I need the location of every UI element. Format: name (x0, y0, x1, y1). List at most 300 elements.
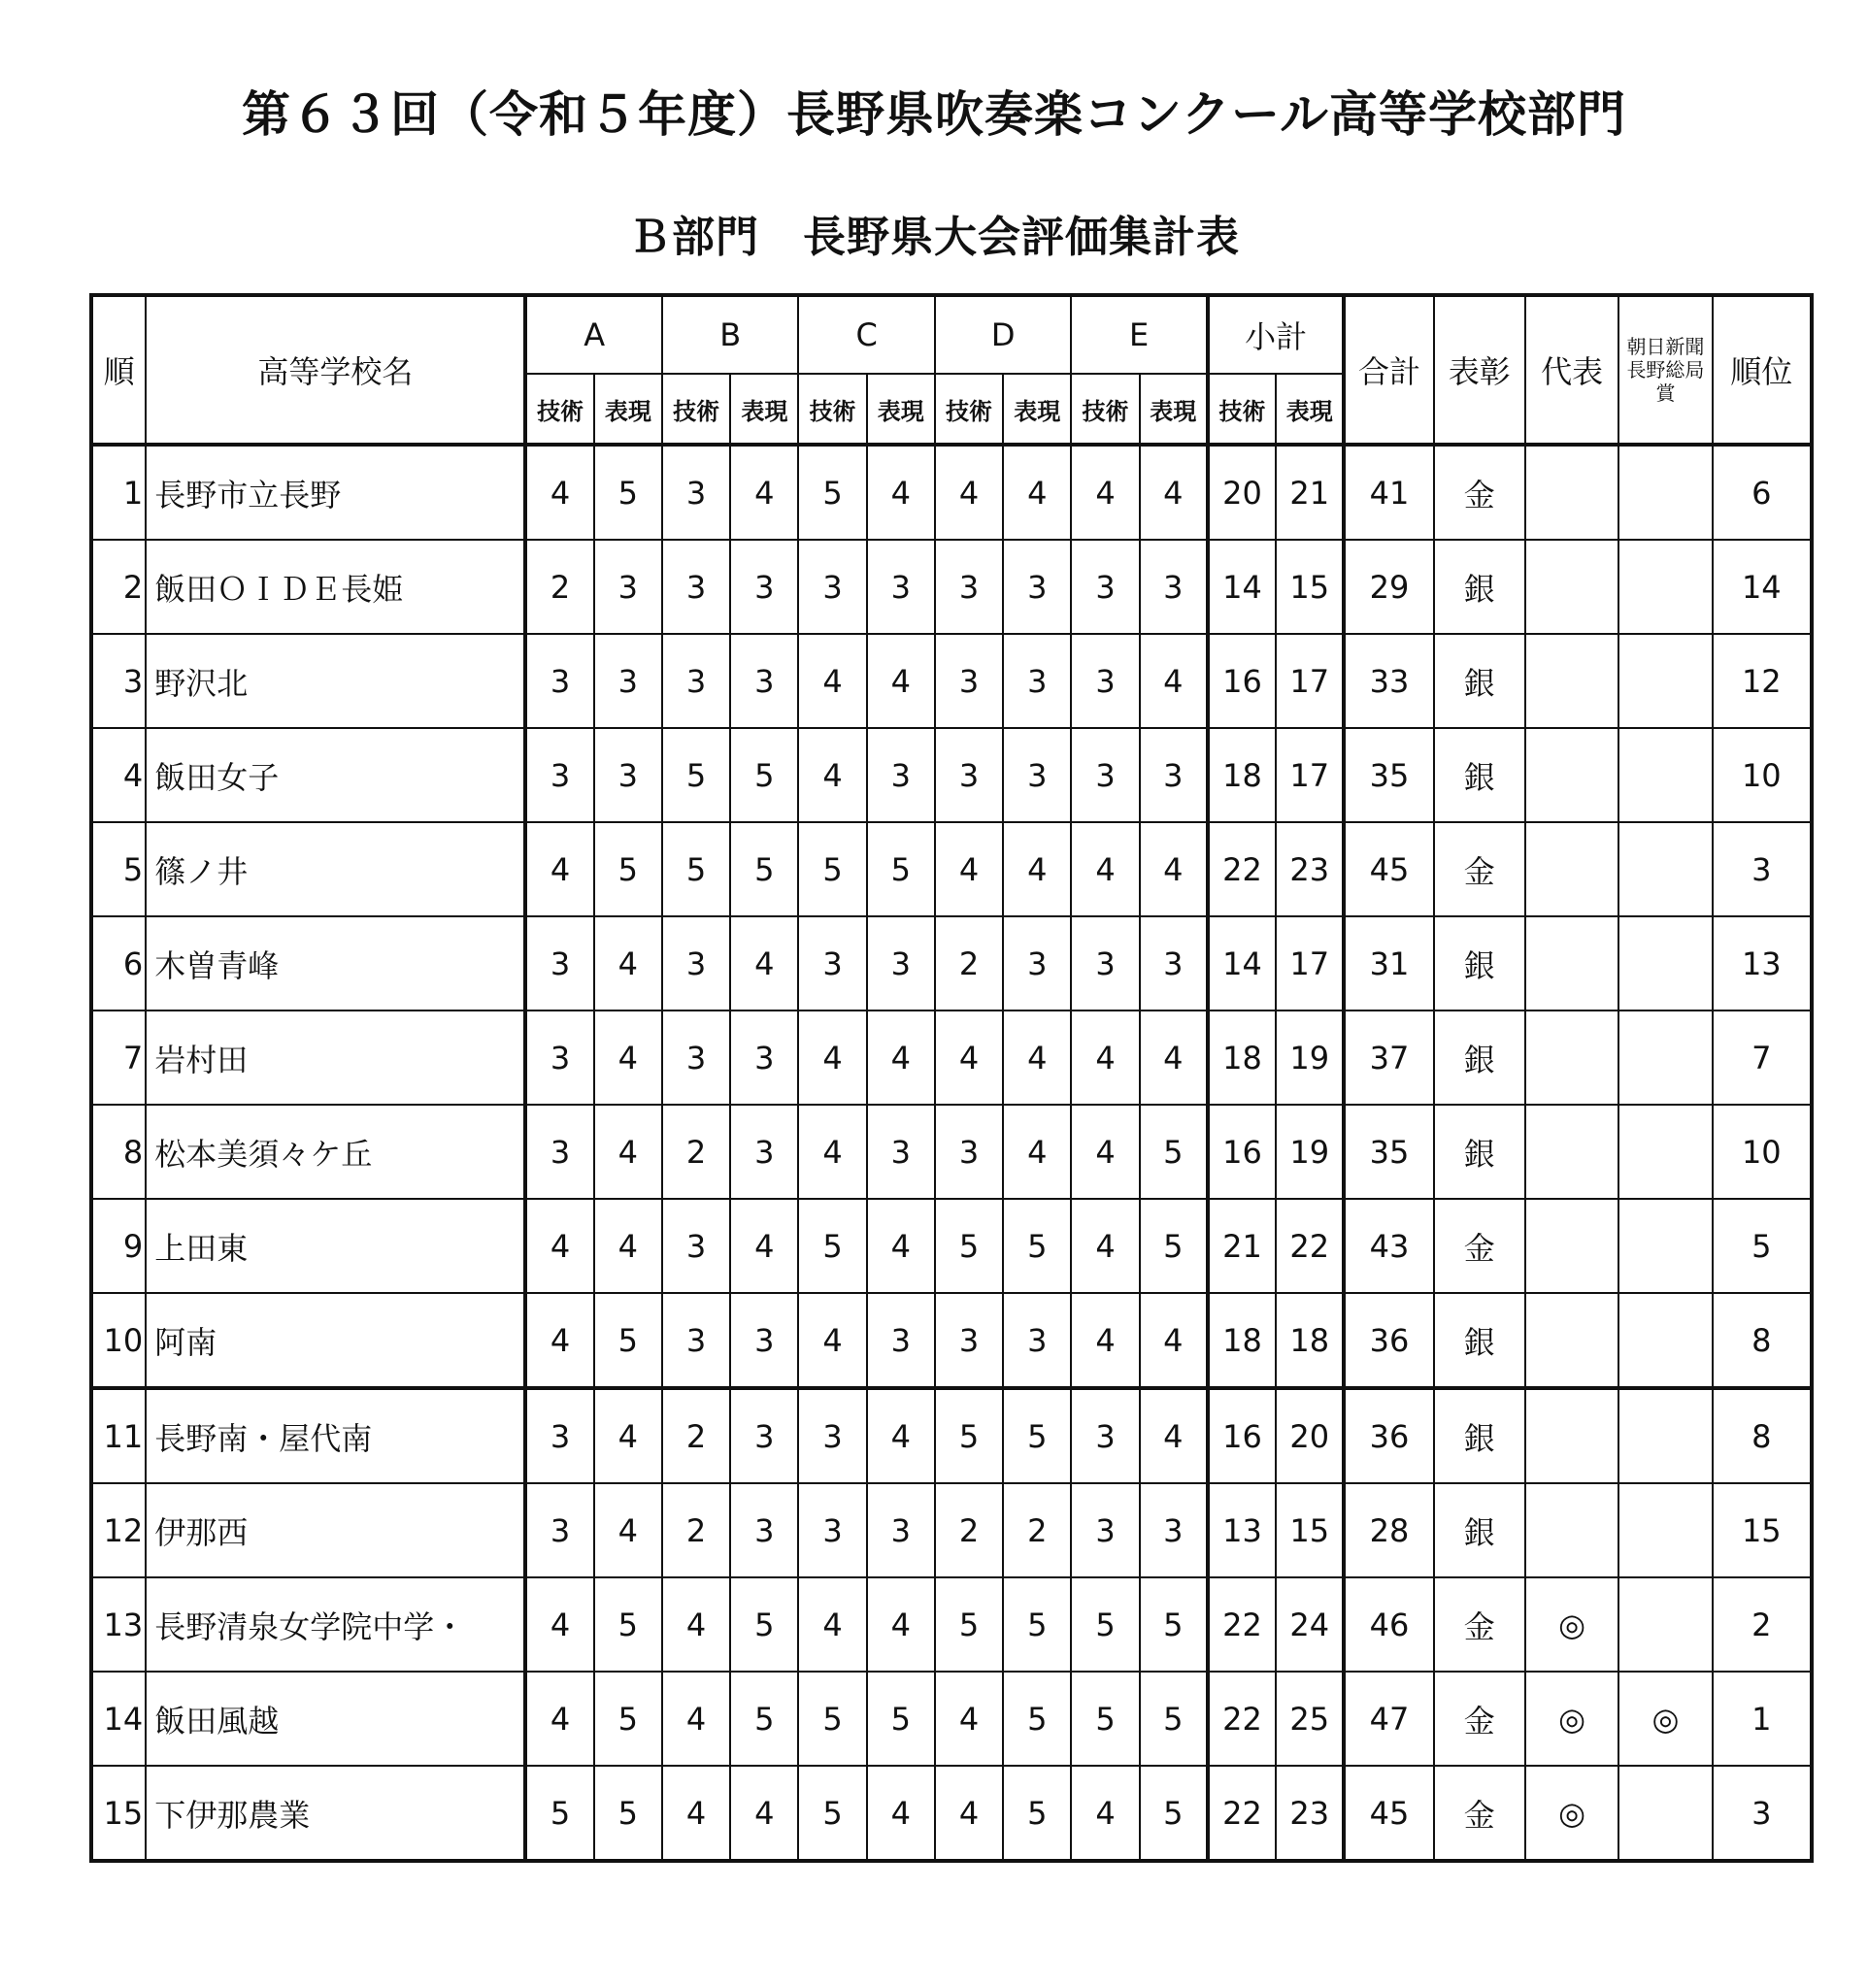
subtotal-technique: 16 (1208, 634, 1276, 728)
row-number: 8 (91, 1105, 146, 1199)
score-c-expression: 4 (867, 1766, 935, 1861)
score-e-technique: 3 (1071, 634, 1139, 728)
row-number: 15 (91, 1766, 146, 1861)
score-d-technique: 3 (935, 634, 1003, 728)
score-d-expression: 5 (1003, 1199, 1071, 1293)
score-a-technique: 3 (525, 916, 593, 1011)
score-e-technique: 4 (1071, 1766, 1139, 1861)
row-number: 14 (91, 1672, 146, 1766)
score-c-expression: 4 (867, 634, 935, 728)
row-number: 4 (91, 728, 146, 822)
school-name: 野沢北 (146, 634, 525, 728)
score-c-technique: 5 (798, 1672, 866, 1766)
score-d-expression: 3 (1003, 916, 1071, 1011)
score-b-technique: 5 (662, 728, 730, 822)
header-judge-d: D (935, 295, 1071, 374)
score-a-technique: 4 (525, 445, 593, 540)
asahi-award-mark (1618, 1388, 1712, 1483)
score-b-technique: 2 (662, 1483, 730, 1577)
table-row (91, 916, 1812, 1011)
table-row (91, 634, 1812, 728)
score-b-expression: 3 (730, 1105, 798, 1199)
score-d-technique: 3 (935, 728, 1003, 822)
score-e-expression: 5 (1140, 1199, 1208, 1293)
table-row (91, 1388, 1812, 1483)
school-name: 岩村田 (146, 1011, 525, 1105)
score-c-technique: 4 (798, 1105, 866, 1199)
score-c-expression: 4 (867, 1388, 935, 1483)
rank-value: 5 (1713, 1199, 1812, 1293)
rank-value: 12 (1713, 634, 1812, 728)
total-score: 31 (1344, 916, 1433, 1011)
header-subtotal: 小計 (1208, 295, 1344, 374)
score-d-technique: 5 (935, 1199, 1003, 1293)
score-a-expression: 5 (594, 445, 662, 540)
representative-mark (1525, 1483, 1618, 1577)
score-a-expression: 5 (594, 1293, 662, 1388)
header-rank: 順位 (1713, 295, 1812, 445)
subtotal-technique: 16 (1208, 1388, 1276, 1483)
total-score: 29 (1344, 540, 1433, 634)
representative-mark (1525, 1293, 1618, 1388)
score-d-expression: 5 (1003, 1672, 1071, 1766)
row-number: 6 (91, 916, 146, 1011)
header-asahi-award: 朝日新聞長野総局賞 (1618, 295, 1712, 445)
score-c-expression: 4 (867, 1577, 935, 1672)
table-row (91, 822, 1812, 916)
row-number: 7 (91, 1011, 146, 1105)
score-d-technique: 4 (935, 1766, 1003, 1861)
score-e-technique: 5 (1071, 1672, 1139, 1766)
header-representative: 代表 (1525, 295, 1618, 445)
award-badge: 銀 (1434, 1293, 1525, 1388)
subtotal-expression: 21 (1276, 445, 1344, 540)
asahi-award-mark (1618, 1011, 1712, 1105)
table-row (91, 1766, 1812, 1861)
total-score: 36 (1344, 1388, 1433, 1483)
score-c-technique: 5 (798, 822, 866, 916)
score-e-expression: 4 (1140, 822, 1208, 916)
rank-value: 3 (1713, 1766, 1812, 1861)
subtotal-expression: 25 (1276, 1672, 1344, 1766)
school-name: 松本美須々ケ丘 (146, 1105, 525, 1199)
subtotal-technique: 18 (1208, 1293, 1276, 1388)
page-title: 第６３回（令和５年度）長野県吹奏楽コンクール高等学校部門 (242, 86, 1626, 143)
score-a-technique: 3 (525, 1105, 593, 1199)
award-badge: 金 (1434, 445, 1525, 540)
score-c-technique: 3 (798, 916, 866, 1011)
asahi-award-mark (1618, 822, 1712, 916)
score-c-expression: 3 (867, 1293, 935, 1388)
representative-mark (1525, 822, 1618, 916)
header-subtotal-expression: 表現 (1276, 374, 1344, 445)
rank-value: 8 (1713, 1293, 1812, 1388)
score-c-technique: 3 (798, 1483, 866, 1577)
score-a-technique: 4 (525, 822, 593, 916)
score-b-technique: 4 (662, 1577, 730, 1672)
score-a-technique: 3 (525, 1388, 593, 1483)
representative-mark (1525, 1388, 1618, 1483)
table-row (91, 1105, 1812, 1199)
score-a-expression: 4 (594, 1105, 662, 1199)
score-b-technique: 4 (662, 1766, 730, 1861)
subtotal-expression: 23 (1276, 1766, 1344, 1861)
subtotal-technique: 14 (1208, 916, 1276, 1011)
row-number: 13 (91, 1577, 146, 1672)
representative-mark: ◎ (1525, 1672, 1618, 1766)
score-b-expression: 5 (730, 822, 798, 916)
subtotal-expression: 17 (1276, 916, 1344, 1011)
award-badge: 金 (1434, 1199, 1525, 1293)
score-a-technique: 4 (525, 1672, 593, 1766)
asahi-award-mark (1618, 1293, 1712, 1388)
score-a-expression: 5 (594, 1672, 662, 1766)
score-b-expression: 4 (730, 1199, 798, 1293)
score-d-expression: 5 (1003, 1388, 1071, 1483)
header-judge-c: C (798, 295, 934, 374)
score-c-technique: 4 (798, 1577, 866, 1672)
score-e-expression: 4 (1140, 634, 1208, 728)
score-d-expression: 3 (1003, 728, 1071, 822)
score-b-expression: 4 (730, 916, 798, 1011)
score-d-technique: 5 (935, 1388, 1003, 1483)
representative-mark (1525, 1011, 1618, 1105)
header-school: 高等学校名 (146, 295, 525, 445)
score-e-technique: 3 (1071, 540, 1139, 634)
total-score: 36 (1344, 1293, 1433, 1388)
total-score: 46 (1344, 1577, 1433, 1672)
score-c-technique: 3 (798, 1388, 866, 1483)
header-a-expression: 表現 (594, 374, 662, 445)
score-e-expression: 3 (1140, 540, 1208, 634)
score-b-technique: 3 (662, 634, 730, 728)
school-name: 木曽青峰 (146, 916, 525, 1011)
score-d-technique: 4 (935, 445, 1003, 540)
score-e-expression: 5 (1140, 1577, 1208, 1672)
score-d-technique: 4 (935, 1011, 1003, 1105)
school-name: 飯田ＯＩＤＥ長姫 (146, 540, 525, 634)
row-number: 5 (91, 822, 146, 916)
asahi-award-mark: ◎ (1618, 1672, 1712, 1766)
score-c-technique: 4 (798, 634, 866, 728)
score-b-expression: 3 (730, 540, 798, 634)
header-d-expression: 表現 (1003, 374, 1071, 445)
subtotal-expression: 15 (1276, 540, 1344, 634)
score-e-expression: 4 (1140, 1011, 1208, 1105)
score-e-expression: 3 (1140, 1483, 1208, 1577)
representative-mark (1525, 728, 1618, 822)
score-e-technique: 4 (1071, 1011, 1139, 1105)
score-d-technique: 4 (935, 1672, 1003, 1766)
rank-value: 10 (1713, 728, 1812, 822)
representative-mark (1525, 540, 1618, 634)
score-b-technique: 5 (662, 822, 730, 916)
asahi-award-mark (1618, 540, 1712, 634)
score-e-technique: 3 (1071, 1483, 1139, 1577)
score-c-technique: 5 (798, 445, 866, 540)
header-total: 合計 (1344, 295, 1433, 445)
score-d-expression: 4 (1003, 1105, 1071, 1199)
award-badge: 銀 (1434, 634, 1525, 728)
total-score: 35 (1344, 1105, 1433, 1199)
score-d-expression: 4 (1003, 822, 1071, 916)
representative-mark: ◎ (1525, 1577, 1618, 1672)
score-a-technique: 3 (525, 728, 593, 822)
header-e-expression: 表現 (1140, 374, 1208, 445)
score-d-technique: 2 (935, 916, 1003, 1011)
row-number: 3 (91, 634, 146, 728)
subtotal-technique: 22 (1208, 1672, 1276, 1766)
score-a-expression: 3 (594, 634, 662, 728)
asahi-award-mark (1618, 445, 1712, 540)
rank-value: 13 (1713, 916, 1812, 1011)
score-b-expression: 3 (730, 1483, 798, 1577)
representative-mark (1525, 445, 1618, 540)
score-b-technique: 3 (662, 1011, 730, 1105)
subtotal-technique: 20 (1208, 445, 1276, 540)
award-badge: 銀 (1434, 1483, 1525, 1577)
score-b-expression: 5 (730, 728, 798, 822)
representative-mark (1525, 634, 1618, 728)
score-c-technique: 4 (798, 1011, 866, 1105)
header-d-technique: 技術 (935, 374, 1003, 445)
rank-value: 14 (1713, 540, 1812, 634)
total-score: 45 (1344, 1766, 1433, 1861)
score-d-technique: 5 (935, 1577, 1003, 1672)
asahi-award-mark (1618, 916, 1712, 1011)
representative-mark: ◎ (1525, 1766, 1618, 1861)
asahi-award-mark (1618, 1577, 1712, 1672)
award-badge: 銀 (1434, 540, 1525, 634)
header-a-technique: 技術 (525, 374, 593, 445)
award-badge: 銀 (1434, 1011, 1525, 1105)
rank-value: 2 (1713, 1577, 1812, 1672)
asahi-award-mark (1618, 1105, 1712, 1199)
results-table (89, 293, 1814, 1863)
rank-value: 15 (1713, 1483, 1812, 1577)
subtotal-expression: 17 (1276, 634, 1344, 728)
total-score: 45 (1344, 822, 1433, 916)
header-judge-b: B (662, 295, 798, 374)
subtotal-technique: 18 (1208, 728, 1276, 822)
page-subtitle: Ｂ部門 長野県大会評価集計表 (628, 213, 1240, 262)
score-e-expression: 5 (1140, 1672, 1208, 1766)
award-badge: 金 (1434, 1577, 1525, 1672)
score-e-technique: 3 (1071, 1388, 1139, 1483)
score-e-expression: 3 (1140, 916, 1208, 1011)
school-name: 下伊那農業 (146, 1766, 525, 1861)
table-row (91, 1672, 1812, 1766)
subtotal-expression: 19 (1276, 1105, 1344, 1199)
score-e-technique: 3 (1071, 728, 1139, 822)
header-b-technique: 技術 (662, 374, 730, 445)
score-a-expression: 4 (594, 916, 662, 1011)
header-no: 順 (91, 295, 146, 445)
total-score: 35 (1344, 728, 1433, 822)
header-judge-e: E (1071, 295, 1207, 374)
asahi-award-mark (1618, 1199, 1712, 1293)
score-a-technique: 5 (525, 1766, 593, 1861)
rank-value: 10 (1713, 1105, 1812, 1199)
score-c-expression: 3 (867, 916, 935, 1011)
subtotal-technique: 18 (1208, 1011, 1276, 1105)
score-a-expression: 4 (594, 1483, 662, 1577)
score-a-technique: 4 (525, 1199, 593, 1293)
school-name: 飯田女子 (146, 728, 525, 822)
header-c-technique: 技術 (798, 374, 866, 445)
school-name: 長野清泉女学院中学・ (146, 1577, 525, 1672)
row-number: 11 (91, 1388, 146, 1483)
table-row (91, 1577, 1812, 1672)
rank-value: 3 (1713, 822, 1812, 916)
score-e-technique: 4 (1071, 1293, 1139, 1388)
school-name: 長野市立長野 (146, 445, 525, 540)
row-number: 1 (91, 445, 146, 540)
score-c-technique: 4 (798, 1293, 866, 1388)
score-b-technique: 3 (662, 540, 730, 634)
score-e-expression: 4 (1140, 1293, 1208, 1388)
subtotal-expression: 19 (1276, 1011, 1344, 1105)
school-name: 篠ノ井 (146, 822, 525, 916)
score-b-technique: 3 (662, 1199, 730, 1293)
subtotal-expression: 17 (1276, 728, 1344, 822)
score-d-expression: 3 (1003, 1293, 1071, 1388)
score-d-technique: 3 (935, 1105, 1003, 1199)
score-b-expression: 5 (730, 1577, 798, 1672)
score-b-expression: 4 (730, 445, 798, 540)
header-b-expression: 表現 (730, 374, 798, 445)
score-e-expression: 5 (1140, 1766, 1208, 1861)
score-a-technique: 3 (525, 634, 593, 728)
score-d-expression: 5 (1003, 1577, 1071, 1672)
school-name: 伊那西 (146, 1483, 525, 1577)
header-award: 表彰 (1434, 295, 1525, 445)
total-score: 28 (1344, 1483, 1433, 1577)
score-b-technique: 4 (662, 1672, 730, 1766)
score-e-expression: 5 (1140, 1105, 1208, 1199)
subtotal-expression: 24 (1276, 1577, 1344, 1672)
score-a-expression: 3 (594, 540, 662, 634)
school-name: 飯田風越 (146, 1672, 525, 1766)
score-c-technique: 5 (798, 1199, 866, 1293)
score-c-expression: 5 (867, 1672, 935, 1766)
score-b-technique: 3 (662, 916, 730, 1011)
score-b-expression: 5 (730, 1672, 798, 1766)
asahi-award-mark (1618, 728, 1712, 822)
representative-mark (1525, 916, 1618, 1011)
total-score: 43 (1344, 1199, 1433, 1293)
score-a-technique: 2 (525, 540, 593, 634)
score-c-technique: 4 (798, 728, 866, 822)
subtotal-expression: 15 (1276, 1483, 1344, 1577)
score-d-technique: 2 (935, 1483, 1003, 1577)
table-row (91, 1293, 1812, 1388)
score-b-technique: 2 (662, 1105, 730, 1199)
score-c-technique: 5 (798, 1766, 866, 1861)
score-a-expression: 5 (594, 1766, 662, 1861)
score-d-technique: 4 (935, 822, 1003, 916)
subtotal-technique: 22 (1208, 1577, 1276, 1672)
score-b-technique: 3 (662, 445, 730, 540)
school-name: 阿南 (146, 1293, 525, 1388)
score-a-expression: 5 (594, 1577, 662, 1672)
representative-mark (1525, 1105, 1618, 1199)
subtotal-technique: 14 (1208, 540, 1276, 634)
score-c-expression: 3 (867, 1483, 935, 1577)
score-e-technique: 4 (1071, 1105, 1139, 1199)
score-c-expression: 4 (867, 1011, 935, 1105)
rank-value: 7 (1713, 1011, 1812, 1105)
score-a-technique: 4 (525, 1293, 593, 1388)
score-d-expression: 3 (1003, 540, 1071, 634)
score-e-expression: 4 (1140, 1388, 1208, 1483)
score-b-expression: 4 (730, 1766, 798, 1861)
score-d-technique: 3 (935, 1293, 1003, 1388)
award-badge: 金 (1434, 1766, 1525, 1861)
score-c-technique: 3 (798, 540, 866, 634)
award-badge: 銀 (1434, 916, 1525, 1011)
score-b-expression: 3 (730, 1293, 798, 1388)
table-row (91, 1199, 1812, 1293)
score-e-technique: 3 (1071, 916, 1139, 1011)
score-d-expression: 4 (1003, 445, 1071, 540)
asahi-award-mark (1618, 1483, 1712, 1577)
score-c-expression: 3 (867, 1105, 935, 1199)
subtotal-technique: 22 (1208, 1766, 1276, 1861)
table-row (91, 445, 1812, 540)
score-d-expression: 5 (1003, 1766, 1071, 1861)
score-e-technique: 4 (1071, 445, 1139, 540)
school-name: 上田東 (146, 1199, 525, 1293)
total-score: 41 (1344, 445, 1433, 540)
subtotal-technique: 13 (1208, 1483, 1276, 1577)
score-a-technique: 3 (525, 1011, 593, 1105)
score-c-expression: 3 (867, 540, 935, 634)
subtotal-expression: 23 (1276, 822, 1344, 916)
score-a-technique: 3 (525, 1483, 593, 1577)
award-badge: 金 (1434, 822, 1525, 916)
total-score: 47 (1344, 1672, 1433, 1766)
table-row (91, 728, 1812, 822)
subtotal-expression: 22 (1276, 1199, 1344, 1293)
award-badge: 銀 (1434, 1105, 1525, 1199)
school-name: 長野南・屋代南 (146, 1388, 525, 1483)
header-subtotal-technique: 技術 (1208, 374, 1276, 445)
row-number: 12 (91, 1483, 146, 1577)
score-a-expression: 4 (594, 1388, 662, 1483)
score-a-expression: 3 (594, 728, 662, 822)
score-a-expression: 4 (594, 1199, 662, 1293)
score-d-technique: 3 (935, 540, 1003, 634)
rank-value: 1 (1713, 1672, 1812, 1766)
score-b-expression: 3 (730, 1011, 798, 1105)
subtotal-technique: 22 (1208, 822, 1276, 916)
score-a-expression: 5 (594, 822, 662, 916)
score-e-expression: 4 (1140, 445, 1208, 540)
header-judge-a: A (525, 295, 661, 374)
subtotal-expression: 20 (1276, 1388, 1344, 1483)
score-b-expression: 3 (730, 1388, 798, 1483)
score-e-expression: 3 (1140, 728, 1208, 822)
award-badge: 銀 (1434, 728, 1525, 822)
score-c-expression: 4 (867, 445, 935, 540)
score-e-technique: 4 (1071, 1199, 1139, 1293)
score-c-expression: 3 (867, 728, 935, 822)
header-c-expression: 表現 (867, 374, 935, 445)
header-e-technique: 技術 (1071, 374, 1139, 445)
subtotal-technique: 16 (1208, 1105, 1276, 1199)
score-a-expression: 4 (594, 1011, 662, 1105)
